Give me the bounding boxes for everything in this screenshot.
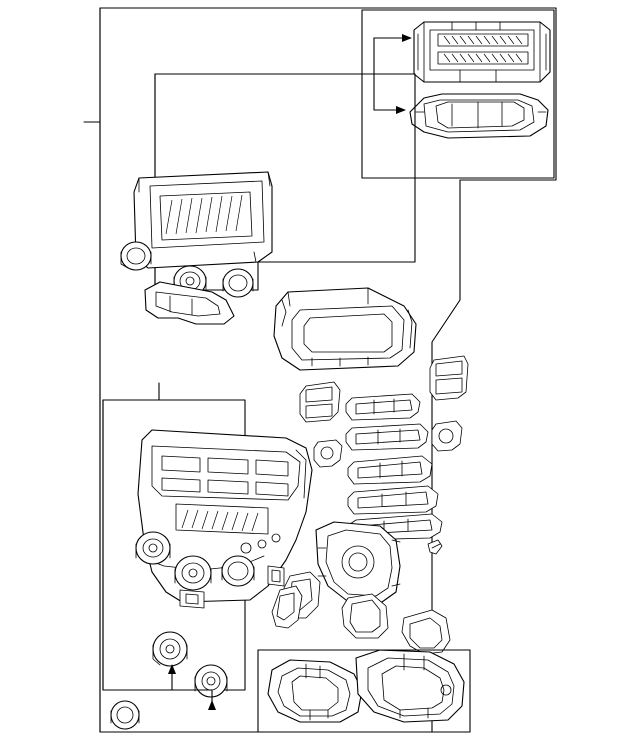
upper-display-bezel — [134, 172, 272, 268]
vent-slat-1 — [346, 394, 420, 420]
upper-knob-right — [223, 269, 253, 297]
center-display-panel — [274, 288, 416, 370]
main-knob-left — [136, 532, 170, 564]
vent-slat-2 — [346, 424, 428, 450]
small-button-block-c — [300, 382, 340, 422]
small-button-block-a — [180, 590, 204, 608]
center-small-clip — [314, 440, 342, 467]
top-right-lower-bracket — [410, 94, 548, 138]
right-small-clip-lower — [432, 421, 462, 451]
detached-knob-upper — [153, 632, 187, 666]
right-small-clip-upper — [430, 356, 468, 400]
bottom-curved-trim-left — [268, 660, 362, 722]
tiny-screw-pin — [428, 540, 442, 554]
chassis-bracket-right — [316, 522, 400, 602]
upper-knob-left — [121, 242, 151, 270]
small-button-block-b — [268, 566, 284, 586]
top-right-upper-bracket — [414, 22, 550, 82]
detached-knob-corner — [111, 701, 139, 729]
lower-wedge-bracket-2 — [272, 586, 302, 628]
detached-knob-lower — [195, 665, 227, 697]
arrow-top-upper — [374, 34, 412, 66]
main-knob-center — [175, 556, 211, 590]
arrow-top-lower — [374, 66, 406, 114]
upper-lower-trim-strip — [145, 282, 234, 324]
vent-slat-3 — [348, 456, 432, 484]
vent-slat-4 — [348, 486, 438, 514]
main-knob-right — [222, 556, 254, 586]
bottom-curved-trim-right — [356, 650, 464, 722]
